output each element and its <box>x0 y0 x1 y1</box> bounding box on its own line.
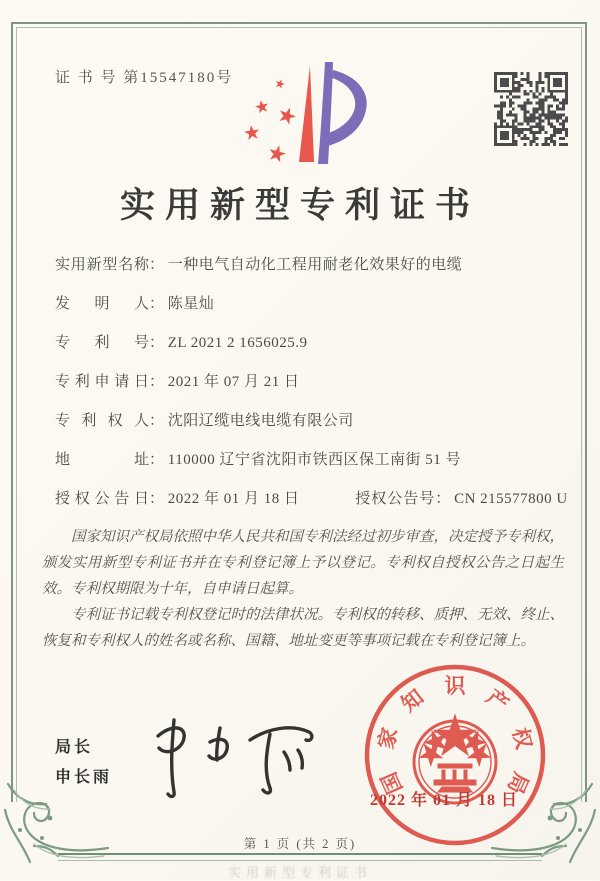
colon: ： <box>149 257 165 273</box>
field-value: ZL 2021 2 1656025.9 <box>167 335 308 351</box>
field-grant-number <box>355 491 567 507</box>
show-through-text: 实用新型专利证书 <box>227 865 372 880</box>
signer-title: 局长 <box>55 739 94 756</box>
field-value: CN 215577800 U <box>454 491 568 507</box>
colon: ： <box>149 296 165 312</box>
field-label: 实用新型名称 <box>55 257 149 273</box>
svg-text:局: 局 <box>502 768 534 798</box>
field-label: 发明人 <box>55 296 149 312</box>
signer-name: 申长雨 <box>55 769 113 786</box>
qr-code <box>494 72 568 146</box>
colon: ： <box>149 452 165 468</box>
legal-paragraph-2: 专利证书记载专利权登记时的法律状况。专利权的转移、质押、无效、终止、恢复和专利权人的姓名或名称、国籍、地址变更等事项记载在专利登记簿上。 <box>42 607 564 649</box>
field-patent-number <box>55 331 568 353</box>
signer-block <box>55 733 112 793</box>
colon: ： <box>149 491 165 507</box>
legal-paragraph-1: 国家知识产权局依照中华人民共和国专利法经过初步审查，决定授予专利权，颁发实用新型专利证书并在专利登记簿上予以登记。专利权自授权公告之日起生效。专利权期限为十年，自申请日起算。 <box>42 529 564 597</box>
field-label: 地址 <box>55 452 149 468</box>
svg-text:产: 产 <box>481 684 514 717</box>
field-filing-date <box>55 370 568 392</box>
field-label: 专利号 <box>55 335 149 351</box>
colon: ： <box>149 374 165 390</box>
field-value: 2022 年 01 月 18 日 <box>167 491 300 507</box>
field-patentee <box>55 409 568 431</box>
field-value: 沈阳辽缆电线电缆有限公司 <box>167 413 354 429</box>
official-seal <box>362 662 548 848</box>
field-utility-model-name <box>55 253 568 275</box>
bottom-rule <box>58 853 542 861</box>
signature-icon <box>146 710 321 805</box>
certificate-title: 实用新型专利证书 <box>119 186 480 225</box>
field-inventor <box>55 292 568 314</box>
field-label: 专利申请日 <box>55 374 149 390</box>
field-label: 授权公告日 <box>55 491 149 507</box>
svg-text:国: 国 <box>376 768 408 798</box>
cnipa-logo-icon <box>233 60 368 166</box>
field-label: 专利权人 <box>55 413 149 429</box>
legal-text <box>42 524 564 654</box>
field-list <box>55 253 568 526</box>
field-value: 陈星灿 <box>167 296 215 312</box>
field-value: 110000 辽宁省沈阳市铁西区保工南街 51 号 <box>167 452 461 468</box>
field-value: 一种电气自动化工程用耐老化效果好的电缆 <box>167 257 463 273</box>
svg-text:权: 权 <box>507 725 537 752</box>
svg-text:家: 家 <box>373 725 403 752</box>
field-value: 2021 年 07 月 21 日 <box>167 374 300 390</box>
certificate-number: 证 书 号 第15547180号 <box>55 70 234 86</box>
field-grant-row <box>55 487 568 509</box>
page-number: 第 1 页 (共 2 页) <box>243 837 357 851</box>
colon: ： <box>149 413 165 429</box>
colon: ： <box>149 335 165 351</box>
svg-text:知: 知 <box>396 684 429 717</box>
colon: ： <box>435 491 451 507</box>
svg-text:识: 识 <box>444 674 466 698</box>
field-label: 授权公告号 <box>355 491 436 507</box>
field-address <box>55 448 568 470</box>
seal-date: 2022 年 01 月 18 日 <box>370 792 519 809</box>
field-grant-date <box>55 491 303 507</box>
